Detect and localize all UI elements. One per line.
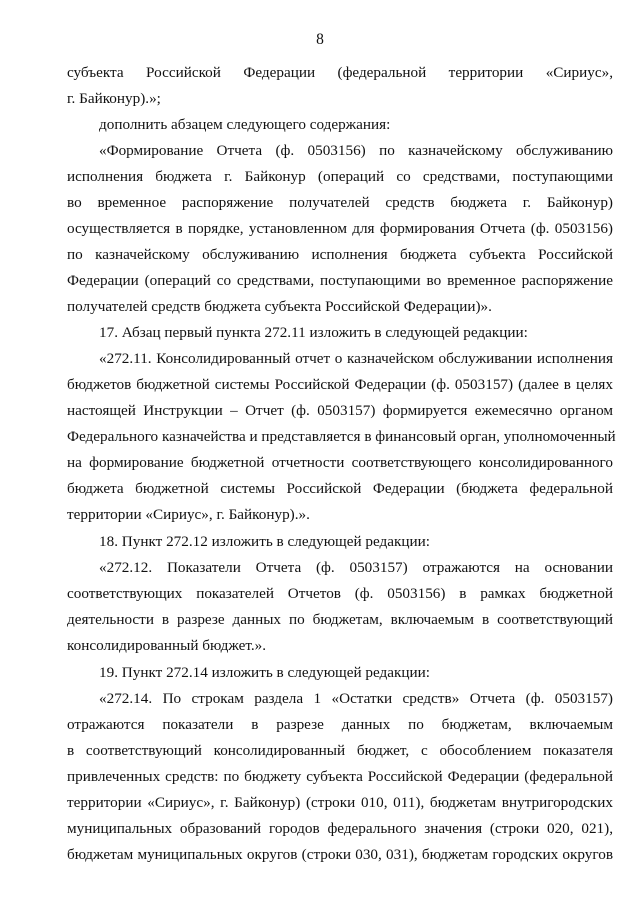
text-line: по казначейскому обслуживанию исполнения бюджета субъекта Российской [67, 246, 613, 263]
paragraph-item-18 [67, 529, 613, 555]
paragraph-272-14 [67, 686, 613, 868]
text-line: отражаются показатели в разрезе данных по бюджетам, включаемым [67, 716, 613, 733]
text-line: получателей средств бюджета субъекта Российской Федерации)». [67, 298, 492, 315]
text-line: территории «Сириус», г. Байконур).». [67, 506, 310, 523]
text-line: 18. Пункт 272.12 изложить в следующей редакции: [99, 533, 430, 550]
text-line: «Формирование Отчета (ф. 0503156) по казначейскому обслуживанию [99, 142, 613, 159]
text-line: в соответствующий консолидированный бюджет, с обособлением показателя [67, 742, 613, 759]
text-line: муниципальных образований городов федерального значения (строки 020, 021), [67, 820, 613, 837]
text-line: исполнения бюджета г. Байконур (операций со средствами, поступающими [67, 168, 613, 185]
text-line: дополнить абзацем следующего содержания: [99, 116, 391, 133]
text-line: 19. Пункт 272.14 изложить в следующей редакции: [99, 664, 430, 681]
text-line: соответствующих показателей Отчетов (ф. 0503156) в рамках бюджетной [67, 585, 613, 602]
text-line: привлеченных средств: по бюджету субъекта Российской Федерации (федеральной [67, 768, 613, 785]
text-line: Федерации (операций со средствами, поступающими во временное распоряжение [67, 272, 613, 289]
text-line: на формирование бюджетной отчетности соответствующего консолидированного [67, 454, 613, 471]
paragraph-272-11 [67, 346, 616, 528]
text-line: бюджета бюджетной системы Российской Федерации (бюджета федеральной [67, 480, 613, 497]
text-line: 17. Абзац первый пункта 272.11 изложить в следующей редакции: [99, 324, 528, 341]
text-line: территории «Сириус», г. Байконур) (строки 010, 011), бюджетам внутригородских [67, 794, 613, 811]
text-line: «272.11. Консолидированный отчет о казначейском обслуживании исполнения [99, 350, 613, 367]
paragraph-272-12 [67, 555, 613, 659]
text-line: деятельности в разрезе данных по бюджетам, включаемым в соответствующий [67, 611, 613, 628]
text-line: «272.12. Показатели Отчета (ф. 0503157) отражаются на основании [99, 559, 613, 576]
paragraph-item-19 [67, 660, 613, 686]
page-number: 8 [316, 31, 324, 48]
text-line: настоящей Инструкции – Отчет (ф. 0503157) формируется ежемесячно органом [67, 402, 613, 419]
text-line: консолидированный бюджет.». [67, 637, 267, 654]
text-line: г. Байконур).»; [67, 90, 161, 107]
text-line: во временное распоряжение получателей средств бюджета г. Байконур) [67, 194, 613, 211]
paragraph-item-17 [67, 320, 613, 346]
text-line: бюджетов бюджетной системы Российской Федерации (ф. 0503157) (далее в целях [67, 376, 613, 393]
text-line: субъекта Российской Федерации (федеральной территории «Сириус», [67, 64, 613, 81]
text-line: осуществляется в порядке, установленном для формирования Отчета (ф. 0503156) [67, 220, 613, 237]
text-line: Федерального казначейства и представляется в финансовый орган, уполномоченный [67, 428, 616, 445]
text-line: бюджетам муниципальных округов (строки 030, 031), бюджетам городских округов [67, 846, 613, 863]
paragraph-report-0503156 [67, 138, 613, 320]
paragraph-supplement-intro [67, 112, 613, 138]
paragraph-continuation [67, 60, 613, 112]
text-line: «272.14. По строкам раздела 1 «Остатки средств» Отчета (ф. 0503157) [99, 690, 613, 707]
